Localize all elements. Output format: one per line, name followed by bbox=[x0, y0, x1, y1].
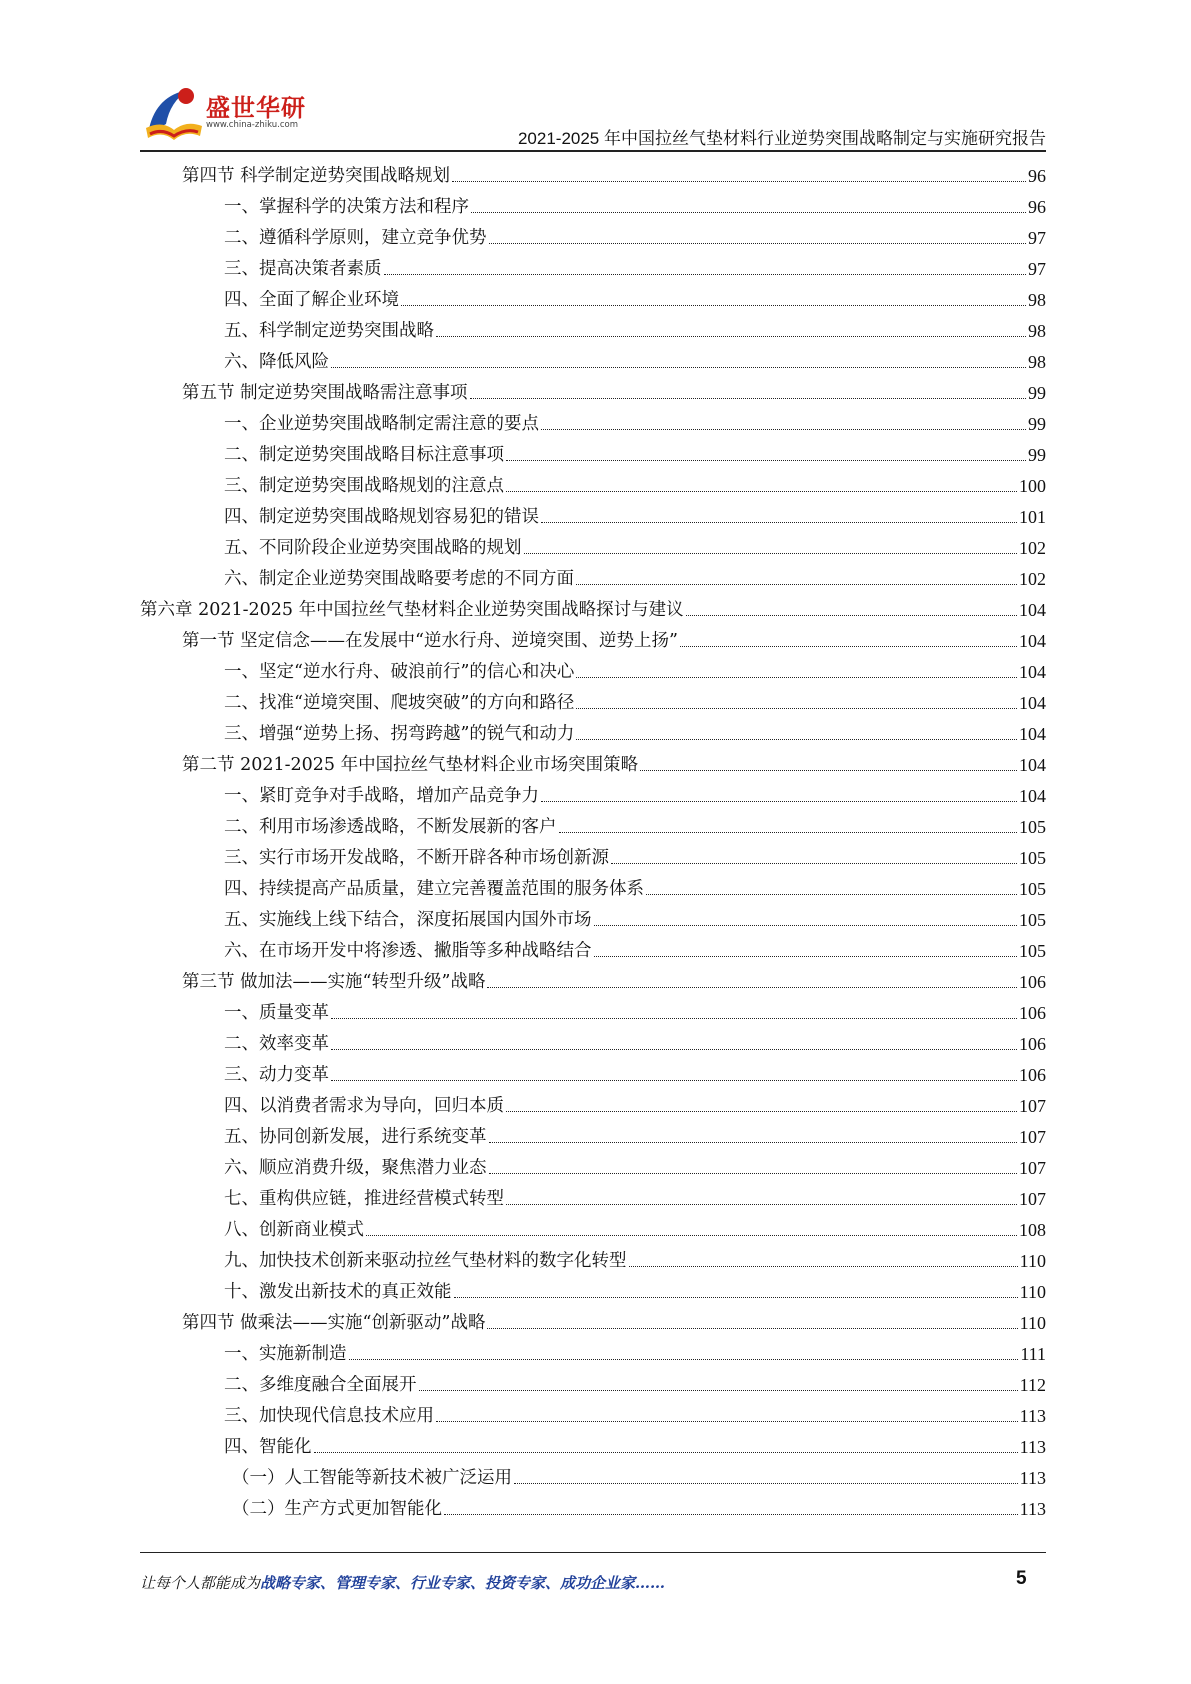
toc-entry[interactable] bbox=[140, 560, 1046, 591]
toc-entry-title: 二、多维度融合全面展开 bbox=[224, 1375, 417, 1395]
toc-entry[interactable] bbox=[140, 1273, 1046, 1304]
footer-slogan-highlight: 战略专家、管理专家、行业专家、投资专家、成功企业家…… bbox=[260, 1574, 666, 1592]
dot-leader bbox=[454, 1297, 1018, 1298]
toc-entry[interactable] bbox=[140, 994, 1046, 1025]
toc-entry-page: 107 bbox=[1019, 1127, 1046, 1147]
toc-entry-title: 十、激发出新技术的真正效能 bbox=[224, 1282, 452, 1302]
toc-entry-page: 105 bbox=[1019, 817, 1046, 837]
dot-leader bbox=[331, 1080, 1017, 1081]
toc-entry-page: 99 bbox=[1028, 383, 1046, 403]
toc-entry-title: 四、持续提高产品质量，建立完善覆盖范围的服务体系 bbox=[224, 879, 644, 899]
toc-entry-title: 三、制定逆势突围战略规划的注意点 bbox=[224, 476, 504, 496]
toc-entry[interactable] bbox=[140, 777, 1046, 808]
toc-entry-page: 110 bbox=[1019, 1251, 1046, 1271]
toc-entry-title: （二）生产方式更加智能化 bbox=[232, 1499, 442, 1519]
toc-entry-page: 99 bbox=[1028, 414, 1046, 434]
dot-leader bbox=[331, 1018, 1017, 1019]
toc-entry-page: 104 bbox=[1019, 693, 1046, 713]
toc-entry[interactable] bbox=[140, 1087, 1046, 1118]
toc-entry-title: 五、不同阶段企业逆势突围战略的规划 bbox=[224, 538, 522, 558]
dot-leader bbox=[349, 1359, 1019, 1360]
toc-entry[interactable] bbox=[140, 529, 1046, 560]
toc-entry-page: 104 bbox=[1019, 662, 1046, 682]
dot-leader bbox=[487, 987, 1017, 988]
toc-entry[interactable] bbox=[140, 1304, 1046, 1335]
toc-entry-title: 二、制定逆势突围战略目标注意事项 bbox=[224, 445, 504, 465]
toc-entry-title: 九、加快技术创新来驱动拉丝气垫材料的数字化转型 bbox=[224, 1251, 627, 1271]
toc-entry-title: 第四节 科学制定逆势突围战略规划 bbox=[182, 166, 451, 186]
dot-leader bbox=[640, 770, 1017, 771]
toc-entry-title: 第五节 制定逆势突围战略需注意事项 bbox=[182, 383, 468, 403]
dot-leader bbox=[470, 398, 1026, 399]
toc-entry-page: 113 bbox=[1019, 1437, 1046, 1457]
toc-entry[interactable] bbox=[140, 591, 1046, 622]
toc-entry[interactable] bbox=[140, 808, 1046, 839]
toc-entry-page: 110 bbox=[1019, 1282, 1046, 1302]
toc-entry[interactable] bbox=[140, 436, 1046, 467]
toc-entry-page: 97 bbox=[1028, 259, 1046, 279]
toc-entry-title: 四、全面了解企业环境 bbox=[224, 290, 399, 310]
toc-entry-title: 第四节 做乘法——实施“创新驱动”战略 bbox=[182, 1313, 486, 1333]
dot-leader bbox=[576, 739, 1017, 740]
toc-entry[interactable] bbox=[140, 188, 1046, 219]
footer-slogan-prefix: 让每个人都能成为 bbox=[140, 1574, 261, 1592]
dot-leader bbox=[436, 1421, 1018, 1422]
toc-entry-title: 一、坚定“逆水行舟、破浪前行”的信心和决心 bbox=[224, 662, 575, 682]
toc-entry-title: 第二节 2021-2025 年中国拉丝气垫材料企业市场突围策略 bbox=[182, 755, 639, 775]
toc-entry[interactable] bbox=[140, 1149, 1046, 1180]
toc-entry-title: 第六章 2021-2025 年中国拉丝气垫材料企业逆势突围战略探讨与建议 bbox=[140, 600, 684, 620]
footer-slogan bbox=[140, 1572, 665, 1593]
toc-entry-page: 96 bbox=[1028, 166, 1046, 186]
toc-entry[interactable] bbox=[140, 219, 1046, 250]
dot-leader bbox=[541, 522, 1017, 523]
toc-entry-page: 106 bbox=[1019, 1034, 1046, 1054]
toc-entry[interactable] bbox=[140, 312, 1046, 343]
toc-entry-page: 108 bbox=[1019, 1220, 1046, 1240]
toc-entry[interactable] bbox=[140, 839, 1046, 870]
toc-entry-title: 六、顺应消费升级，聚焦潜力业态 bbox=[224, 1158, 487, 1178]
dot-leader bbox=[576, 677, 1017, 678]
toc-entry-page: 96 bbox=[1028, 197, 1046, 217]
toc-entry-page: 106 bbox=[1019, 972, 1046, 992]
toc-entry-title: 五、科学制定逆势突围战略 bbox=[224, 321, 434, 341]
dot-leader bbox=[611, 863, 1017, 864]
toc-entry[interactable] bbox=[140, 1459, 1046, 1490]
dot-leader bbox=[444, 1514, 1018, 1515]
toc-entry[interactable] bbox=[140, 1056, 1046, 1087]
toc-entry-title: 一、紧盯竞争对手战略，增加产品竞争力 bbox=[224, 786, 539, 806]
toc-entry-title: 六、降低风险 bbox=[224, 352, 329, 372]
dot-leader bbox=[419, 1390, 1018, 1391]
dot-leader bbox=[471, 212, 1026, 213]
dot-leader bbox=[489, 1173, 1018, 1174]
logo-url: www.china-zhiku.com bbox=[206, 120, 298, 130]
toc-entry[interactable] bbox=[140, 715, 1046, 746]
toc-entry-page: 110 bbox=[1019, 1313, 1046, 1333]
dot-leader bbox=[576, 708, 1017, 709]
report-title: 2021-2025 年中国拉丝气垫材料行业逆势突围战略制定与实施研究报告 bbox=[517, 129, 1046, 148]
toc-entry-page: 98 bbox=[1028, 352, 1046, 372]
toc-entry-page: 102 bbox=[1019, 569, 1046, 589]
toc-entry[interactable] bbox=[140, 281, 1046, 312]
toc-entry-page: 113 bbox=[1019, 1468, 1046, 1488]
toc-entry-page: 112 bbox=[1019, 1375, 1046, 1395]
toc-entry-title: 三、实行市场开发战略，不断开辟各种市场创新源 bbox=[224, 848, 609, 868]
toc-entry[interactable] bbox=[140, 250, 1046, 281]
toc-entry-page: 113 bbox=[1019, 1499, 1046, 1519]
toc-entry-page: 105 bbox=[1019, 910, 1046, 930]
toc-entry-title: 三、提高决策者素质 bbox=[224, 259, 382, 279]
toc-entry-page: 104 bbox=[1019, 631, 1046, 651]
toc-entry-page: 107 bbox=[1019, 1189, 1046, 1209]
toc-entry[interactable] bbox=[140, 746, 1046, 777]
toc-entry-title: 四、以消费者需求为导向，回归本质 bbox=[224, 1096, 504, 1116]
dot-leader bbox=[331, 1049, 1017, 1050]
toc-entry[interactable] bbox=[140, 1490, 1046, 1521]
toc-entry-page: 106 bbox=[1019, 1065, 1046, 1085]
dot-leader bbox=[559, 832, 1018, 833]
toc-entry[interactable] bbox=[140, 1397, 1046, 1428]
toc-entry-title: 二、效率变革 bbox=[224, 1034, 329, 1054]
company-logo bbox=[140, 78, 320, 148]
toc-entry-title: （一）人工智能等新技术被广泛运用 bbox=[232, 1468, 512, 1488]
toc-entry-title: 第一节 坚定信念——在发展中“逆水行舟、逆境突围、逆势上扬” bbox=[182, 631, 678, 651]
dot-leader bbox=[506, 1111, 1017, 1112]
toc-entry-page: 107 bbox=[1019, 1096, 1046, 1116]
toc-entry[interactable] bbox=[140, 1366, 1046, 1397]
dot-leader bbox=[506, 460, 1026, 461]
toc-entry[interactable] bbox=[140, 1211, 1046, 1242]
toc-entry[interactable] bbox=[140, 1180, 1046, 1211]
dot-leader bbox=[489, 243, 1027, 244]
dot-leader bbox=[686, 615, 1017, 616]
toc-entry[interactable] bbox=[140, 498, 1046, 529]
dot-leader bbox=[436, 336, 1026, 337]
toc-entry-page: 104 bbox=[1019, 724, 1046, 744]
toc-entry[interactable] bbox=[140, 467, 1046, 498]
toc-entry-page: 101 bbox=[1019, 507, 1046, 527]
page-header bbox=[140, 78, 1046, 150]
toc-entry-title: 一、质量变革 bbox=[224, 1003, 329, 1023]
toc-entry-title: 八、创新商业模式 bbox=[224, 1220, 364, 1240]
toc-entry-page: 102 bbox=[1019, 538, 1046, 558]
toc-entry-page: 104 bbox=[1019, 600, 1046, 620]
toc-entry-title: 二、找准“逆境突围、爬坡突破”的方向和路径 bbox=[224, 693, 575, 713]
toc-entry[interactable] bbox=[140, 901, 1046, 932]
dot-leader bbox=[646, 894, 1017, 895]
dot-leader bbox=[680, 646, 1017, 647]
dot-leader bbox=[594, 956, 1018, 957]
toc-entry-page: 105 bbox=[1019, 941, 1046, 961]
toc-entry-page: 107 bbox=[1019, 1158, 1046, 1178]
toc-entry-title: 一、掌握科学的决策方法和程序 bbox=[224, 197, 469, 217]
dot-leader bbox=[629, 1266, 1018, 1267]
dot-leader bbox=[506, 491, 1017, 492]
toc-entry-page: 98 bbox=[1028, 321, 1046, 341]
dot-leader bbox=[541, 429, 1026, 430]
dot-leader bbox=[366, 1235, 1017, 1236]
toc-entry-title: 六、制定企业逆势突围战略要考虑的不同方面 bbox=[224, 569, 574, 589]
page-number: 5 bbox=[1016, 1568, 1027, 1589]
toc-entry-page: 97 bbox=[1028, 228, 1046, 248]
toc-entry[interactable] bbox=[140, 653, 1046, 684]
dot-leader bbox=[487, 1328, 1017, 1329]
toc-entry-title: 三、增强“逆势上扬、拐弯跨越”的锐气和动力 bbox=[224, 724, 575, 744]
toc-entry-title: 三、动力变革 bbox=[224, 1065, 329, 1085]
toc-entry[interactable] bbox=[140, 343, 1046, 374]
toc-entry[interactable] bbox=[140, 1335, 1046, 1366]
toc-entry[interactable] bbox=[140, 157, 1046, 188]
toc-entry[interactable] bbox=[140, 1025, 1046, 1056]
toc-entry[interactable] bbox=[140, 405, 1046, 436]
toc-entry-page: 106 bbox=[1019, 1003, 1046, 1023]
toc-entry-title: 五、实施线上线下结合，深度拓展国内国外市场 bbox=[224, 910, 592, 930]
dot-leader bbox=[331, 367, 1026, 368]
toc-entry-title: 一、实施新制造 bbox=[224, 1344, 347, 1364]
dot-leader bbox=[401, 305, 1026, 306]
dot-leader bbox=[594, 925, 1018, 926]
toc-entry[interactable] bbox=[140, 374, 1046, 405]
toc-entry-page: 100 bbox=[1019, 476, 1046, 496]
toc-entry-page: 104 bbox=[1019, 755, 1046, 775]
toc-entry-title: 七、重构供应链，推进经营模式转型 bbox=[224, 1189, 504, 1209]
dot-leader bbox=[452, 181, 1026, 182]
header-divider bbox=[140, 150, 1046, 152]
toc-entry-title: 四、智能化 bbox=[224, 1437, 312, 1457]
dot-leader bbox=[314, 1452, 1018, 1453]
dot-leader bbox=[514, 1483, 1018, 1484]
footer-divider bbox=[140, 1552, 1046, 1553]
toc-entry[interactable] bbox=[140, 684, 1046, 715]
toc-entry-title: 三、加快现代信息技术应用 bbox=[224, 1406, 434, 1426]
toc-entry-title: 一、企业逆势突围战略制定需注意的要点 bbox=[224, 414, 539, 434]
toc-entry[interactable] bbox=[140, 622, 1046, 653]
dot-leader bbox=[506, 1204, 1017, 1205]
dot-leader bbox=[489, 1142, 1018, 1143]
toc-entry-title: 五、协同创新发展，进行系统变革 bbox=[224, 1127, 487, 1147]
toc-entry-title: 二、利用市场渗透战略，不断发展新的客户 bbox=[224, 817, 557, 837]
toc-entry-title: 二、遵循科学原则，建立竞争优势 bbox=[224, 228, 487, 248]
logo-name: 盛世华研 bbox=[206, 94, 306, 122]
toc-entry[interactable] bbox=[140, 1118, 1046, 1149]
toc-entry-page: 105 bbox=[1019, 848, 1046, 868]
toc-entry[interactable] bbox=[140, 870, 1046, 901]
toc-entry-page: 104 bbox=[1019, 786, 1046, 806]
toc-entry[interactable] bbox=[140, 1242, 1046, 1273]
toc-entry[interactable] bbox=[140, 1428, 1046, 1459]
dot-leader bbox=[524, 553, 1018, 554]
toc-entry[interactable] bbox=[140, 932, 1046, 963]
book-logo-icon bbox=[140, 84, 206, 146]
dot-leader bbox=[576, 584, 1017, 585]
toc-entry-title: 第三节 做加法——实施“转型升级”战略 bbox=[182, 972, 486, 992]
dot-leader bbox=[384, 274, 1027, 275]
toc-entry-title: 四、制定逆势突围战略规划容易犯的错误 bbox=[224, 507, 539, 527]
toc-entry-page: 113 bbox=[1019, 1406, 1046, 1426]
toc-entry[interactable] bbox=[140, 963, 1046, 994]
toc-entry-page: 105 bbox=[1019, 879, 1046, 899]
table-of-contents bbox=[140, 157, 1046, 1521]
toc-entry-page: 111 bbox=[1020, 1344, 1046, 1364]
dot-leader bbox=[541, 801, 1017, 802]
toc-entry-title: 六、在市场开发中将渗透、撇脂等多种战略结合 bbox=[224, 941, 592, 961]
toc-entry-page: 98 bbox=[1028, 290, 1046, 310]
toc-entry-page: 99 bbox=[1028, 445, 1046, 465]
